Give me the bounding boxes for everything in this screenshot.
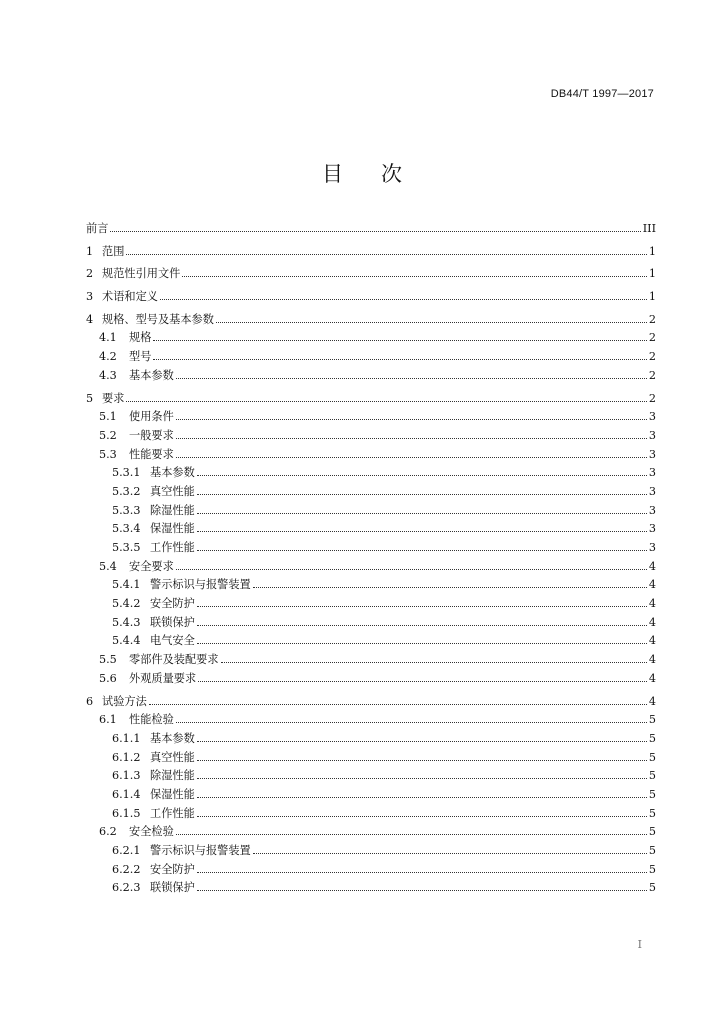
toc-entry[interactable] [86, 614, 656, 633]
toc-entry-label: 真空性能 [150, 750, 195, 764]
toc-entry-number: 5.3 [99, 447, 117, 461]
toc-entry[interactable] [86, 288, 656, 307]
dot-leader [176, 721, 647, 723]
toc-entry[interactable] [86, 539, 656, 558]
toc-entry[interactable] [86, 311, 656, 330]
toc-entry-number: 6.2.1 [112, 844, 141, 857]
toc-entry-label: 规格 [129, 331, 152, 345]
toc-entry-page-number: 4 [648, 578, 656, 592]
toc-entry-number: 6.1 [99, 713, 117, 727]
toc-entry-page-number: 5 [648, 825, 656, 839]
toc-entry-number: 6.1.5 [112, 806, 141, 820]
toc-entry-label: 联锁保护 [150, 881, 195, 895]
toc-entry-label: 范围 [102, 244, 125, 258]
toc-entry-page-number: 3 [648, 503, 656, 517]
toc-entry-number: 6.1.1 [112, 731, 141, 745]
toc-entry-number: 5.3.4 [112, 522, 141, 536]
toc-entry-label: 试验方法 [102, 694, 147, 708]
toc-entry-label: 保湿性能 [150, 522, 195, 536]
dot-leader [253, 852, 647, 854]
toc-entry-number: 5.3.5 [112, 541, 141, 554]
toc-entry[interactable] [86, 220, 656, 239]
toc-entry-page-number: 2 [648, 368, 656, 382]
toc-entry-label: 警示标识与报警装置 [150, 578, 251, 592]
toc-entry-label: 术语和定义 [102, 290, 158, 304]
toc-entry-number: 5.3.1 [112, 466, 141, 480]
toc-entry[interactable] [86, 408, 656, 427]
toc-entry-number: 5.5 [99, 653, 117, 667]
dot-leader [153, 339, 646, 341]
toc-entry-page-number: 4 [648, 597, 656, 611]
toc-entry-page-number: 5 [648, 769, 656, 783]
toc-entry[interactable] [86, 576, 656, 595]
document-code: DB44/T 1997—2017 [550, 88, 654, 100]
toc-entry-number: 5.1 [99, 410, 117, 424]
toc-entry-label: 安全要求 [129, 559, 174, 573]
table-of-contents [86, 220, 656, 898]
toc-entry-label: 真空性能 [150, 484, 195, 498]
toc-entry-label: 联锁保护 [150, 615, 195, 629]
toc-entry-label: 警示标识与报警装置 [150, 844, 251, 857]
toc-entry[interactable] [86, 842, 656, 861]
toc-entry-number: 6.1.4 [112, 787, 141, 801]
toc-entry[interactable] [86, 265, 656, 284]
toc-entry[interactable] [86, 243, 656, 262]
dot-leader [197, 740, 647, 742]
toc-entry-page-number: 5 [648, 750, 656, 764]
toc-entry-label: 除湿性能 [150, 503, 195, 517]
toc-entry[interactable] [86, 367, 656, 386]
dot-leader [197, 605, 647, 607]
dot-leader [149, 703, 647, 705]
toc-entry-page-number: 2 [648, 331, 656, 345]
toc-title: 目次 [322, 162, 440, 186]
toc-entry-label: 使用条件 [129, 410, 174, 424]
toc-entry[interactable] [86, 805, 656, 824]
toc-entry-page-number: 3 [648, 466, 656, 480]
dot-leader [197, 642, 647, 644]
toc-entry[interactable] [86, 329, 656, 348]
dot-leader [110, 230, 640, 232]
dot-leader [197, 759, 647, 761]
dot-leader [197, 796, 647, 798]
toc-entry-label: 一般要求 [129, 428, 174, 442]
toc-entry[interactable] [86, 427, 656, 446]
dot-leader [197, 624, 647, 626]
dot-leader [126, 253, 646, 255]
toc-entry-label: 工作性能 [150, 541, 195, 554]
toc-entry-page-number: 2 [648, 391, 656, 405]
toc-entry-page-number: 5 [648, 844, 656, 857]
dot-leader [176, 437, 647, 439]
toc-entry-page-number: 3 [648, 428, 656, 442]
toc-entry[interactable] [86, 464, 656, 483]
toc-entry-number: 5.4.4 [112, 634, 141, 648]
dot-leader [197, 777, 647, 779]
toc-entry-page-number: 4 [648, 634, 656, 648]
dot-leader [176, 377, 647, 379]
toc-entry-label: 规范性引用文件 [102, 267, 181, 281]
toc-entry-number: 5.2 [99, 428, 117, 442]
dot-leader [197, 549, 647, 551]
dot-leader [176, 456, 647, 458]
toc-entry-page-number: 3 [648, 484, 656, 498]
toc-entry-number: 6.1.3 [112, 769, 141, 783]
toc-entry-number: 5.6 [99, 671, 117, 685]
toc-entry-number: 1 [86, 244, 94, 258]
toc-entry[interactable] [86, 730, 656, 749]
toc-entry[interactable] [86, 632, 656, 651]
toc-entry-number: 5.4 [99, 559, 117, 573]
toc-entry-page-number: 4 [648, 615, 656, 629]
dot-leader [197, 815, 647, 817]
toc-entry-label: 性能检验 [129, 713, 174, 727]
toc-entry-page-number: 5 [648, 862, 656, 876]
toc-entry-label: 规格、型号及基本参数 [102, 312, 214, 326]
toc-entry-number: 6 [86, 694, 94, 708]
toc-entry[interactable] [86, 520, 656, 539]
dot-leader [197, 530, 647, 532]
toc-entry-label: 要求 [102, 391, 125, 405]
toc-entry[interactable] [86, 558, 656, 577]
dot-leader [197, 512, 647, 514]
toc-entry[interactable] [86, 502, 656, 521]
toc-entry[interactable] [86, 693, 656, 712]
toc-entry-number: 6.1.2 [112, 750, 141, 764]
dot-leader [160, 298, 647, 300]
dot-leader [221, 661, 647, 663]
toc-entry-page-number: 1 [648, 290, 656, 304]
toc-entry[interactable] [86, 446, 656, 465]
page-folio: I [637, 938, 642, 951]
toc-entry[interactable] [86, 595, 656, 614]
toc-entry-number: 5.4.1 [112, 578, 141, 592]
toc-entry-number: 4 [86, 312, 94, 326]
toc-entry-page-number: 1 [648, 267, 656, 281]
toc-entry-page-number: III [642, 222, 656, 235]
toc-entry-label: 除湿性能 [150, 769, 195, 783]
dot-leader [197, 474, 647, 476]
toc-entry-page-number: 5 [648, 881, 656, 895]
dot-leader [176, 833, 647, 835]
toc-entry-page-number: 5 [648, 787, 656, 801]
toc-entry[interactable] [86, 749, 656, 768]
toc-entry-label: 基本参数 [150, 731, 195, 745]
toc-entry[interactable] [86, 348, 656, 367]
toc-entry-label: 前言 [86, 222, 109, 235]
dot-leader [182, 275, 647, 277]
dot-leader [197, 493, 647, 495]
toc-entry-label: 型号 [129, 350, 152, 364]
toc-entry-page-number: 3 [648, 541, 656, 554]
toc-entry-label: 保湿性能 [150, 787, 195, 801]
toc-entry-page-number: 2 [648, 312, 656, 326]
toc-entry[interactable] [86, 711, 656, 730]
toc-entry-page-number: 4 [648, 694, 656, 708]
toc-entry-page-number: 3 [648, 410, 656, 424]
toc-entry[interactable] [86, 767, 656, 786]
toc-entry-label: 安全检验 [129, 825, 174, 839]
toc-entry-number: 2 [86, 267, 94, 281]
toc-entry-page-number: 4 [648, 653, 656, 667]
toc-entry-page-number: 5 [648, 731, 656, 745]
toc-entry-page-number: 4 [648, 559, 656, 573]
toc-entry[interactable] [86, 823, 656, 842]
toc-entry-label: 基本参数 [150, 466, 195, 480]
dot-leader [197, 871, 647, 873]
toc-entry-label: 基本参数 [129, 368, 174, 382]
toc-entry-number: 6.2.2 [112, 862, 141, 876]
toc-entry-number: 5.3.2 [112, 484, 141, 498]
toc-entry[interactable] [86, 786, 656, 805]
toc-entry-page-number: 2 [648, 350, 656, 364]
dot-leader [153, 358, 646, 360]
toc-entry-number: 5.4.3 [112, 615, 141, 629]
toc-entry-number: 3 [86, 290, 94, 304]
toc-entry-label: 性能要求 [129, 447, 174, 461]
toc-entry-number: 4.2 [99, 350, 117, 364]
toc-entry-page-number: 5 [648, 713, 656, 727]
toc-entry-number: 6.2.3 [112, 881, 141, 895]
toc-entry[interactable] [86, 879, 656, 898]
dot-leader [198, 680, 647, 682]
toc-entry-number: 4.3 [99, 368, 117, 382]
toc-entry-page-number: 3 [648, 522, 656, 536]
dot-leader [126, 400, 646, 402]
toc-entry-label: 安全防护 [150, 597, 195, 611]
toc-entry-label: 电气安全 [150, 634, 195, 648]
toc-entry[interactable] [86, 390, 656, 409]
toc-entry-page-number: 3 [648, 447, 656, 461]
toc-entry-label: 零部件及装配要求 [129, 653, 219, 667]
dot-leader [176, 568, 647, 570]
toc-entry-label: 安全防护 [150, 862, 195, 876]
toc-entry-page-number: 1 [648, 244, 656, 258]
toc-entry-number: 6.2 [99, 825, 117, 839]
toc-entry[interactable] [86, 651, 656, 670]
toc-entry-number: 5 [86, 391, 94, 405]
toc-entry-label: 外观质量要求 [129, 671, 197, 685]
toc-entry-page-number: 5 [648, 806, 656, 820]
dot-leader [176, 418, 647, 420]
toc-entry[interactable] [86, 483, 656, 502]
toc-entry-number: 5.4.2 [112, 597, 141, 611]
toc-entry[interactable] [86, 670, 656, 689]
toc-entry-number: 5.3.3 [112, 503, 141, 517]
toc-entry-page-number: 4 [648, 671, 656, 685]
dot-leader [253, 586, 647, 588]
dot-leader [197, 889, 647, 891]
dot-leader [216, 321, 647, 323]
toc-entry-number: 4.1 [99, 331, 117, 345]
toc-entry[interactable] [86, 861, 656, 880]
toc-entry-label: 工作性能 [150, 806, 195, 820]
